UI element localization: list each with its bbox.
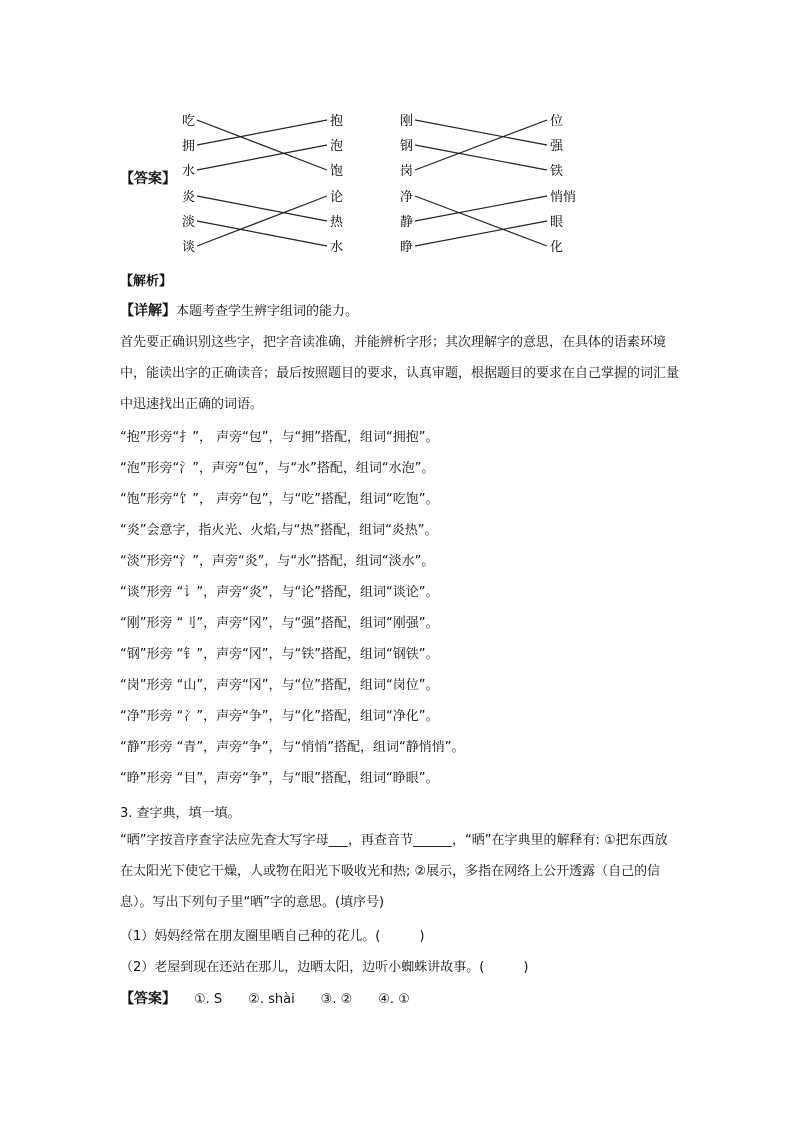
explanation-line: “静”形旁 “青”，声旁“争”，与“悄悄”搭配，组词“静悄悄”。 — [120, 740, 465, 755]
explanation-line: “泡”形旁“氵”，声旁“包”，与“水”搭配，组词“水泡”。 — [120, 461, 435, 476]
match-left-word: 吃 — [182, 114, 196, 129]
match-connector-line — [415, 120, 547, 170]
match-right-word: 强 — [550, 139, 564, 154]
explanation-line: “炎”会意字，指火光、火焰,与“热”搭配，组词“炎热”。 — [120, 523, 438, 538]
match-right-word: 眼 — [550, 215, 564, 230]
question3-item-2: （2）老屋到现在还站在那儿，边晒太阳，边听小蜘蛛讲故事。( ) — [120, 960, 529, 975]
match-right-word: 水 — [330, 240, 344, 255]
question3-body: “晒”字按音序查字法应先查大写字母___，再查音节______，“晒”在字典里的解释有: ①把东西放在太阳光下使它干燥，人或物在阳光下吸收光和热; ②展示，多指在网络上公开透露（自己的信息）。写出下列句子里“晒”字的意思。(填序号) — [120, 833, 668, 910]
match-left-word: 刚 — [400, 114, 414, 129]
match-left-word: 拥 — [182, 139, 196, 154]
match-connector-line — [415, 145, 547, 170]
answer-label: 【答案】 — [120, 171, 176, 187]
explanation-line: “净”形旁 “冫”，声旁“争”，与“化”搭配，组词“净化”。 — [120, 709, 439, 724]
explanation-line: “淡”形旁“氵”，声旁“炎”，与“水”搭配，组词“淡水”。 — [120, 554, 435, 569]
intro-paragraph: 首先要正确识别这些字，把字音读准确，并能辨析字形；其次理解字的意思，在具体的语素环境中，能读出字的正确读音；最后按照题目的要求，认真审题，根据题目的要求在自己掌握的词汇量中迅速找出正确的词语。 — [120, 335, 680, 412]
match-right-word: 泡 — [330, 139, 344, 154]
match-left-word: 岗 — [400, 164, 414, 179]
match-right-word: 饱 — [330, 164, 344, 179]
matching-lines-diagram — [120, 104, 590, 256]
detail-intro: 本题考查学生辨字组词的能力。 — [176, 304, 359, 319]
match-connector-line — [197, 120, 327, 170]
match-right-word: 抱 — [330, 114, 344, 129]
explanation-line: “抱”形旁“扌”， 声旁“包”，与“拥”搭配，组词“拥抱”。 — [120, 430, 439, 445]
explanation-line: “岗”形旁 “山”，声旁“冈”，与“位”搭配，组词“岗位”。 — [120, 678, 439, 693]
match-left-word: 睁 — [400, 240, 414, 255]
match-connector-line — [197, 196, 327, 221]
match-right-word: 位 — [550, 114, 564, 129]
match-left-word: 淡 — [182, 215, 196, 230]
question3-answer-line — [120, 988, 410, 1008]
match-right-word: 铁 — [550, 164, 564, 179]
match-left-word: 水 — [182, 164, 196, 179]
explanation-line: “钢”形旁 “钅”，声旁“冈”，与“铁”搭配，组词“钢铁”。 — [120, 647, 439, 662]
match-connector-line — [415, 196, 547, 246]
match-connector-line — [197, 221, 327, 246]
match-left-word: 净 — [400, 190, 414, 205]
question3-answer: ①. S ②. shài ③. ② ④. ① — [194, 992, 410, 1007]
match-right-word: 热 — [330, 215, 344, 230]
question3-title: 3. 查字典，填一填。 — [120, 806, 241, 821]
match-right-word: 悄悄 — [550, 190, 577, 205]
match-connector-line — [415, 120, 547, 145]
match-connector-line — [197, 120, 327, 145]
explanation-line: “谈”形旁 “讠”，声旁“炎”，与“论”搭配，组词“谈论”。 — [120, 585, 439, 600]
question3-answer-label: 【答案】 — [120, 991, 176, 1007]
match-left-word: 钢 — [400, 139, 414, 154]
analysis-label: 【解析】 — [120, 274, 173, 289]
match-right-word: 化 — [550, 240, 564, 255]
match-right-word: 论 — [330, 190, 344, 205]
explanation-line: “饱”形旁“饣”， 声旁“包”，与“吃”搭配，组词“吃饱”。 — [120, 492, 439, 507]
match-connector-line — [197, 196, 327, 246]
explanation-line: “睁”形旁 “目”，声旁“争”，与“眼”搭配，组词“睁眼”。 — [120, 771, 439, 786]
explanation-line: “刚”形旁 “刂”，声旁“冈”，与“强”搭配，组词“刚强”。 — [120, 616, 439, 631]
match-connector-line — [415, 221, 547, 246]
match-left-word: 谈 — [182, 240, 196, 255]
match-connector-line — [415, 196, 547, 221]
match-left-word: 静 — [400, 215, 414, 230]
match-left-word: 炎 — [182, 190, 196, 205]
match-connector-line — [197, 145, 327, 170]
detail-label: 【详解】 — [120, 303, 176, 319]
question3-item-1: （1）妈妈经常在朋友圈里晒自己种的花儿。( ) — [120, 929, 425, 944]
matching-answer-figure — [120, 104, 590, 256]
detail-line — [120, 300, 358, 320]
